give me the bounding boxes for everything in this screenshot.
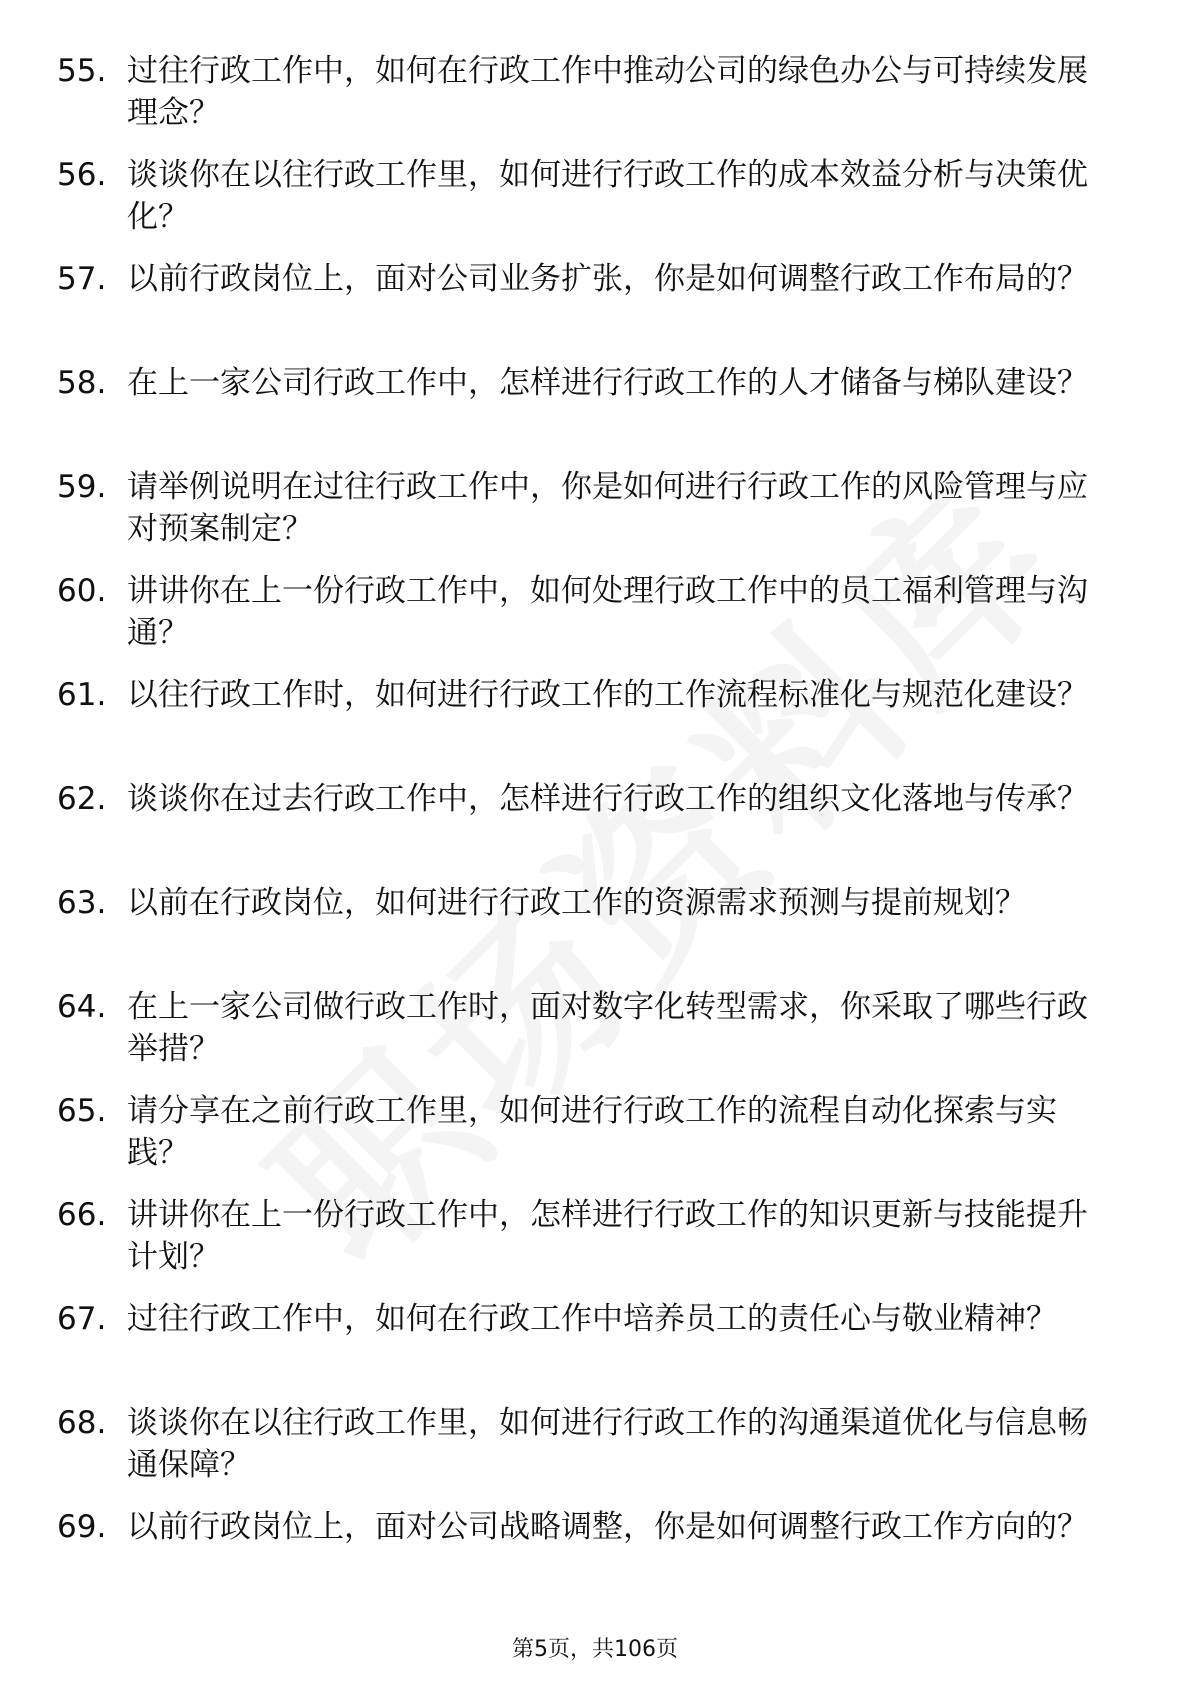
question-item	[0, 1194, 1190, 1298]
question-number: 62.	[57, 781, 107, 817]
question-item	[0, 674, 1190, 778]
question-number: 67.	[57, 1301, 107, 1337]
question-text: 请分享在之前行政工作里，如何进行行政工作的流程自动化探索与实践？	[127, 1093, 1057, 1171]
question-number: 58.	[57, 365, 107, 401]
question-number: 69.	[57, 1509, 107, 1545]
question-text: 过往行政工作中，如何在行政工作中推动公司的绿色办公与可持续发展理念？	[127, 53, 1088, 131]
question-item	[0, 570, 1190, 674]
question-text: 以往行政工作时，如何进行行政工作的工作流程标准化与规范化建设？	[127, 677, 1088, 713]
question-number: 61.	[57, 677, 107, 713]
question-number: 56.	[57, 157, 107, 193]
question-number: 64.	[57, 989, 107, 1025]
question-item	[0, 154, 1190, 258]
question-item	[0, 1402, 1190, 1506]
question-text: 谈谈你在以往行政工作里，如何进行行政工作的成本效益分析与决策优化？	[127, 157, 1088, 235]
question-text: 在上一家公司行政工作中，怎样进行行政工作的人才储备与梯队建设？	[127, 365, 1088, 401]
question-item	[0, 1298, 1190, 1402]
question-item	[0, 258, 1190, 362]
question-item	[0, 1090, 1190, 1194]
question-text: 以前行政岗位上，面对公司业务扩张，你是如何调整行政工作布局的？	[127, 261, 1088, 297]
question-number: 59.	[57, 469, 107, 505]
page-footer: 第5页，共106页	[512, 1637, 678, 1662]
question-text: 过往行政工作中，如何在行政工作中培养员工的责任心与敬业精神？	[127, 1301, 1057, 1337]
question-number: 63.	[57, 885, 107, 921]
question-text: 谈谈你在过去行政工作中，怎样进行行政工作的组织文化落地与传承？	[127, 781, 1088, 817]
question-number: 66.	[57, 1197, 107, 1233]
question-item	[0, 1506, 1190, 1610]
question-number: 65.	[57, 1093, 107, 1129]
question-item	[0, 986, 1190, 1090]
question-item	[0, 778, 1190, 882]
question-text: 谈谈你在以往行政工作里，如何进行行政工作的沟通渠道优化与信息畅通保障？	[127, 1405, 1088, 1483]
question-item	[0, 466, 1190, 570]
question-item	[0, 50, 1190, 154]
question-text: 讲讲你在上一份行政工作中，怎样进行行政工作的知识更新与技能提升计划？	[127, 1197, 1088, 1275]
question-number: 60.	[57, 573, 107, 609]
question-text: 以前行政岗位上，面对公司战略调整，你是如何调整行政工作方向的？	[127, 1509, 1088, 1545]
question-list	[0, 50, 1190, 1610]
question-number: 57.	[57, 261, 107, 297]
question-number: 55.	[57, 53, 107, 89]
question-number: 68.	[57, 1405, 107, 1441]
question-item	[0, 882, 1190, 986]
question-text: 请举例说明在过往行政工作中，你是如何进行行政工作的风险管理与应对预案制定？	[127, 469, 1088, 547]
question-item	[0, 362, 1190, 466]
question-text: 以前在行政岗位，如何进行行政工作的资源需求预测与提前规划？	[127, 885, 1026, 921]
question-text: 在上一家公司做行政工作时，面对数字化转型需求，你采取了哪些行政举措？	[127, 989, 1088, 1067]
question-text: 讲讲你在上一份行政工作中，如何处理行政工作中的员工福利管理与沟通？	[127, 573, 1088, 651]
